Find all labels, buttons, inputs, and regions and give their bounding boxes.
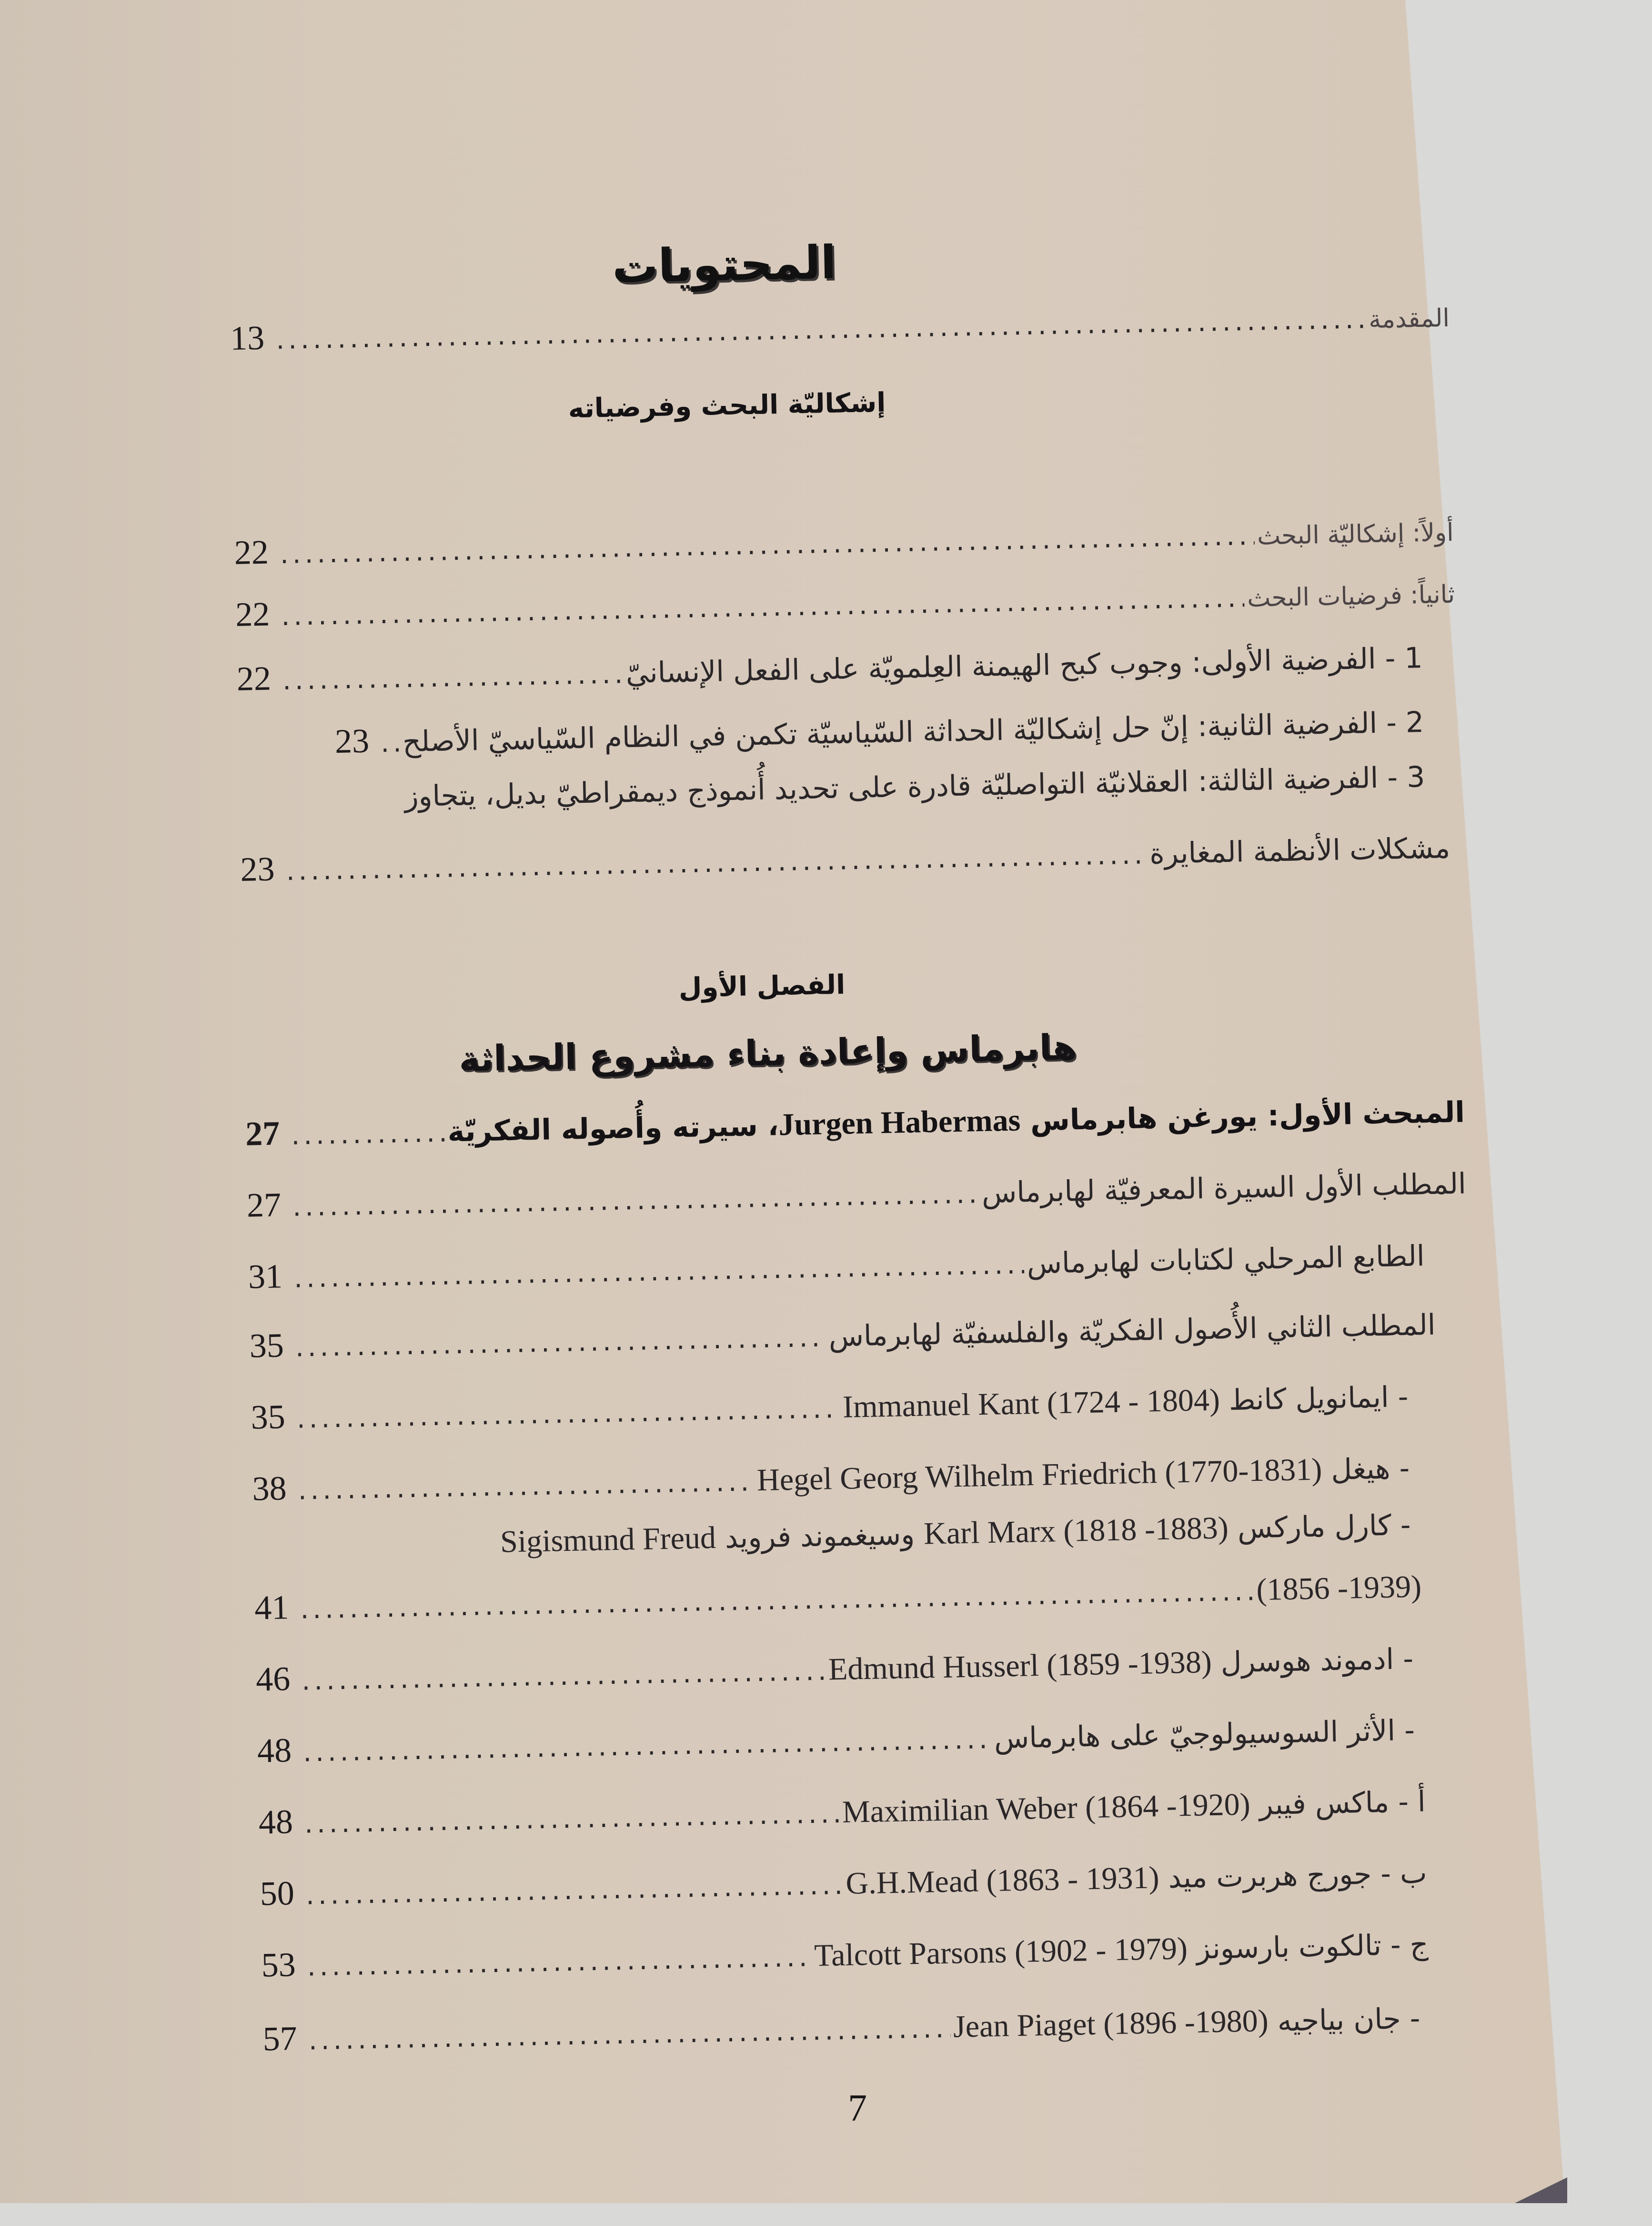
toc-entry-label: [756, 1450, 1410, 1498]
chapter-label: الفصل الأول: [678, 969, 846, 1004]
toc-entry: [234, 510, 1454, 586]
toc-entry-page: 23: [240, 850, 275, 889]
toc-entry: [255, 1636, 1476, 1712]
leader-dots: [298, 1466, 755, 1506]
page-number: 7: [848, 2087, 867, 2129]
leader-dots: [291, 1117, 445, 1151]
toc-entry-label: [842, 1783, 1426, 1831]
leader-dots: [293, 1249, 1024, 1294]
label-latin: Sigismund Freud: [500, 1520, 716, 1559]
toc-entry-page: 31: [248, 1257, 283, 1296]
leader-dots: [303, 1724, 992, 1768]
table-of-contents: [224, 0, 1485, 2226]
toc-entry: [258, 1779, 1479, 1855]
section-heading: إشكاليّة البحث وفرضياته: [568, 387, 886, 425]
label-arabic: ، سيرته وأُصوله الفكريّة: [447, 1109, 779, 1149]
leader-dots: [302, 1656, 826, 1697]
toc-entry-label: ثانياً: فرضيات البحث: [1247, 580, 1455, 613]
toc-entry-label: أولاً: إشكاليّة البحث: [1257, 518, 1454, 551]
toc-entry: [249, 1303, 1470, 1378]
leader-dots: [296, 1393, 840, 1435]
toc-entry-label: مشكلات الأنظمة المغايرة: [1149, 831, 1451, 871]
toc-entry: [236, 636, 1457, 712]
toc-entry-page: 38: [252, 1469, 287, 1508]
toc-entry: [257, 1708, 1477, 1783]
toc-entry-page: 50: [260, 1874, 295, 1913]
toc-entry-page: 48: [257, 1731, 292, 1770]
label-arabic: - ادموند هوسرل: [1220, 1642, 1414, 1680]
toc-entry-label: [846, 1854, 1427, 1902]
toc-entry-page: 27: [245, 1114, 280, 1153]
leader-dots: [305, 1870, 843, 1911]
toc-entry-label: المقدمة: [1368, 304, 1450, 334]
toc-entry-label: [447, 1094, 1465, 1150]
toc-entry-label: [842, 1378, 1409, 1426]
toc-entry-label: [1256, 1569, 1422, 1609]
label-latin: Immanuel Kant (1724 - 1804): [842, 1382, 1220, 1425]
leader-dots: [300, 1576, 1254, 1625]
toc-entry-page: 41: [254, 1588, 290, 1627]
toc-entry-page: 53: [261, 1945, 296, 1984]
toc-entry-page: 22: [236, 659, 272, 698]
toc-entry-page: 35: [250, 1397, 286, 1437]
label-arabic: - هيغل: [1330, 1451, 1410, 1487]
label-latin: Talcott Parsons (1902 - 1979): [814, 1931, 1188, 1973]
label-latin: G.H.Mead (1863 - 1931): [845, 1860, 1160, 1901]
leader-dots: [304, 1798, 839, 1840]
label-latin: (1856 -1939): [1256, 1569, 1422, 1608]
toc-entry-page: 46: [255, 1659, 291, 1699]
toc-entry: [260, 1851, 1480, 1926]
label-arabic: ب - جورج هربرت ميد: [1168, 1856, 1428, 1895]
label-arabic: أ - ماكس فيبر: [1259, 1785, 1426, 1822]
label-latin: Maximilian Weber (1864 -1920): [842, 1787, 1251, 1830]
page-title: المحتويات: [612, 235, 837, 293]
leader-dots: [295, 1322, 826, 1363]
toc-entry: [254, 1565, 1475, 1640]
toc-entry-page: 22: [235, 595, 271, 634]
toc-entry-label: الطابع المرحلي لكتابات لهابرماس: [1027, 1239, 1425, 1281]
toc-entry: [248, 1234, 1468, 1310]
leader-dots: [380, 727, 400, 759]
toc-entry-label: [828, 1640, 1413, 1688]
toc-entry: [262, 1996, 1483, 2072]
toc-entry-page: 48: [258, 1802, 293, 1842]
label-arabic: ج - تالكوت بارسونز: [1196, 1928, 1429, 1966]
label-latin: Jurgen Habermas: [778, 1103, 1021, 1143]
toc-entry: [230, 295, 1450, 371]
leader-dots: [286, 839, 1147, 887]
leader-dots: [280, 520, 1254, 570]
toc-entry: [240, 827, 1461, 902]
chapter-title: هابرماس وإعادة بناء مشروع الحداثة: [458, 1027, 1078, 1080]
toc-entry-label: المطلب الثاني الأُصول الفكريّة والفلسفيّة لهابرماس: [828, 1308, 1436, 1354]
label-arabic: المبحث الأول: يورغن هابرماس: [1030, 1095, 1465, 1138]
toc-entry-label: المطلب الأول السيرة المعرفيّة لهابرماس: [981, 1167, 1467, 1210]
toc-entry-line: 3 - الفرضية الثالثة: العقلانيّة التواصليّة قادرة على تحديد أُنموذج ديمقراطيّ بديل، يتجاوز: [404, 760, 1425, 814]
toc-entry: [251, 1374, 1471, 1450]
toc-entry-page: 13: [230, 318, 265, 358]
toc-entry-page: 22: [234, 533, 269, 572]
leader-dots: [292, 1178, 979, 1223]
leader-dots: [307, 1942, 812, 1982]
toc-entry-page: 23: [334, 721, 370, 760]
toc-entry-page: 27: [246, 1185, 282, 1224]
toc-entry-section: [245, 1091, 1465, 1167]
toc-entry-page: 35: [249, 1326, 284, 1365]
leader-dots: [308, 2013, 951, 2056]
leader-dots: [282, 658, 623, 696]
toc-entry: [261, 1922, 1481, 1998]
label-latin: Jean Piaget (1896 -1980): [953, 2003, 1269, 2044]
leader-dots: [281, 582, 1245, 632]
label-arabic: - جان بياجيه: [1277, 2002, 1420, 2038]
toc-entry: [235, 572, 1456, 648]
toc-entry: [246, 1163, 1467, 1238]
toc-entry-label: [814, 1926, 1429, 1974]
label-latin: Karl Marx (1818 -1883): [923, 1510, 1229, 1551]
toc-entry-label: 2 - الفرضية الثانية: إنّ حل إشكاليّة الحداثة السّياسيّة تكمن في النظام السّياسيّ الأصلح: [402, 706, 1424, 759]
toc-entry-page: 57: [262, 2019, 298, 2058]
label-arabic: - كارل ماركس: [1237, 1508, 1411, 1545]
label-latin: Hegel Georg Wilhelm Friedrich (1770-1831): [756, 1452, 1322, 1498]
label-latin: Edmund Husserl (1859 -1938): [828, 1644, 1212, 1687]
label-arabic: وسيغموند فرويد: [725, 1518, 915, 1555]
toc-entry-label: - الأثر السوسيولوجيّ على هابرماس: [994, 1713, 1415, 1755]
leader-dots: [276, 304, 1366, 355]
toc-entry-label: 1 - الفرضية الأولى: وجوب كبح الهيمنة العِلمويّة على الفعل الإنسانيّ: [625, 641, 1423, 690]
label-arabic: - ايمانويل كانط: [1229, 1380, 1409, 1417]
toc-entry-label: [953, 2000, 1420, 2045]
